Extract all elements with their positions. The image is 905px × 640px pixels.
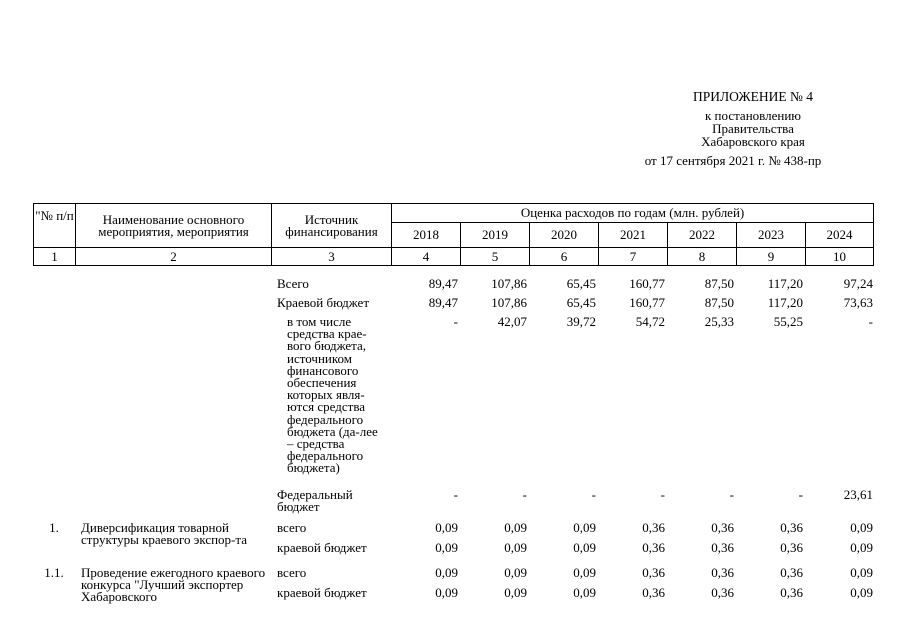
row-source: Федеральный бюджет: [277, 487, 353, 515]
row-value: 42,07: [497, 314, 527, 329]
row-value: 0,09: [504, 520, 527, 535]
row-source: краевой бюджет: [277, 585, 367, 600]
row-source: всего: [277, 520, 307, 535]
row-value: 55,25: [773, 314, 803, 329]
row-source: Всего: [277, 276, 309, 291]
column-number: 9: [737, 248, 806, 266]
row-value: 0,09: [504, 565, 527, 580]
column-number: 1: [34, 248, 76, 266]
column-number: 7: [599, 248, 668, 266]
column-number: 8: [668, 248, 737, 266]
header-year: 2019: [461, 223, 530, 248]
row-value: 0,09: [504, 540, 527, 555]
row-source: краевой бюджет: [277, 540, 367, 555]
row-value: 160,77: [629, 295, 665, 310]
appendix-title: ПРИЛОЖЕНИЕ № 4: [692, 89, 814, 104]
appendix-date: от 17 сентября 2021 г. № 438-пр: [644, 153, 822, 168]
row-number: 1.: [49, 520, 59, 535]
row-value: 65,45: [566, 276, 596, 291]
row-value: 87,50: [704, 276, 734, 291]
row-value: 89,47: [428, 276, 458, 291]
row-value: 0,36: [780, 565, 803, 580]
row-value: -: [798, 487, 803, 502]
row-value: 0,36: [780, 520, 803, 535]
row-value: 0,09: [850, 565, 873, 580]
header-year: 2022: [668, 223, 737, 248]
column-number: 5: [461, 248, 530, 266]
row-name: Проведение ежегодного краевого конкурса "Лучший экспортер Хабаровского: [81, 565, 266, 605]
row-value: 0,09: [850, 540, 873, 555]
row-value: 0,09: [504, 585, 527, 600]
row-value: 117,20: [767, 276, 803, 291]
appendix-line-1: к постановлению: [704, 108, 802, 123]
row-value: 0,09: [573, 565, 596, 580]
row-value: 23,61: [843, 487, 873, 502]
row-value: 0,09: [573, 540, 596, 555]
row-source: Краевой бюджет: [277, 295, 370, 310]
row-value: 117,20: [767, 295, 803, 310]
header-year: 2020: [530, 223, 599, 248]
header-estimate: Оценка расходов по годам (млн. рублей): [392, 204, 874, 223]
row-value: 0,36: [642, 565, 665, 580]
row-value: 0,36: [642, 540, 665, 555]
row-value: 0,36: [780, 585, 803, 600]
row-value: 0,09: [435, 585, 458, 600]
row-value: 25,33: [704, 314, 734, 329]
column-number: 6: [530, 248, 599, 266]
column-number: 2: [76, 248, 272, 266]
table-header: [33, 203, 874, 266]
row-value: 0,36: [780, 540, 803, 555]
row-value: 0,36: [642, 585, 665, 600]
row-value: 0,09: [435, 520, 458, 535]
row-value: 0,09: [435, 540, 458, 555]
row-value: 87,50: [704, 295, 734, 310]
header-name: Наименование основного мероприятия, мероприятия: [76, 204, 272, 248]
row-value: -: [591, 487, 596, 502]
header-year: 2023: [737, 223, 806, 248]
row-source: в том числе средства крае-вого бюджета, источником финансового обеспечения которых явля-ются средства федерального бюджета (да-лее – средства федерального бюджета): [287, 314, 378, 476]
row-number: 1.1.: [44, 565, 64, 580]
row-name: Диверсификация товарной структуры краевого экспор-та: [81, 520, 247, 548]
row-value: 89,47: [428, 295, 458, 310]
row-value: 39,72: [566, 314, 596, 329]
row-value: 0,09: [850, 520, 873, 535]
appendix-line-2: Правительства: [712, 121, 794, 136]
row-value: 0,36: [711, 520, 734, 535]
row-value: 107,86: [491, 295, 527, 310]
row-value: 0,36: [711, 540, 734, 555]
row-value: -: [453, 314, 458, 329]
row-value: 73,63: [843, 295, 873, 310]
row-value: 0,09: [435, 565, 458, 580]
row-value: 0,09: [573, 520, 596, 535]
header-year: 2018: [392, 223, 461, 248]
header-num: "№ п/п: [34, 204, 76, 248]
header-year: 2021: [599, 223, 668, 248]
header-source: Источник финансирования: [272, 204, 392, 248]
row-value: 107,86: [491, 276, 527, 291]
row-source: всего: [277, 565, 307, 580]
row-value: -: [660, 487, 665, 502]
row-value: 0,09: [573, 585, 596, 600]
row-value: 0,36: [642, 520, 665, 535]
column-number: 4: [392, 248, 461, 266]
row-value: 0,09: [850, 585, 873, 600]
row-value: 97,24: [843, 276, 873, 291]
row-value: -: [453, 487, 458, 502]
row-value: 0,36: [711, 585, 734, 600]
row-value: -: [522, 487, 527, 502]
row-value: 65,45: [566, 295, 596, 310]
row-value: 160,77: [629, 276, 665, 291]
row-value: -: [868, 314, 873, 329]
row-value: 0,36: [711, 565, 734, 580]
column-number: 3: [272, 248, 392, 266]
appendix-line-3: Хабаровского края: [701, 134, 805, 149]
row-value: -: [729, 487, 734, 502]
column-number: 10: [806, 248, 874, 266]
row-value: 54,72: [635, 314, 665, 329]
header-year: 2024: [806, 223, 874, 248]
appendix-block: [613, 90, 853, 167]
